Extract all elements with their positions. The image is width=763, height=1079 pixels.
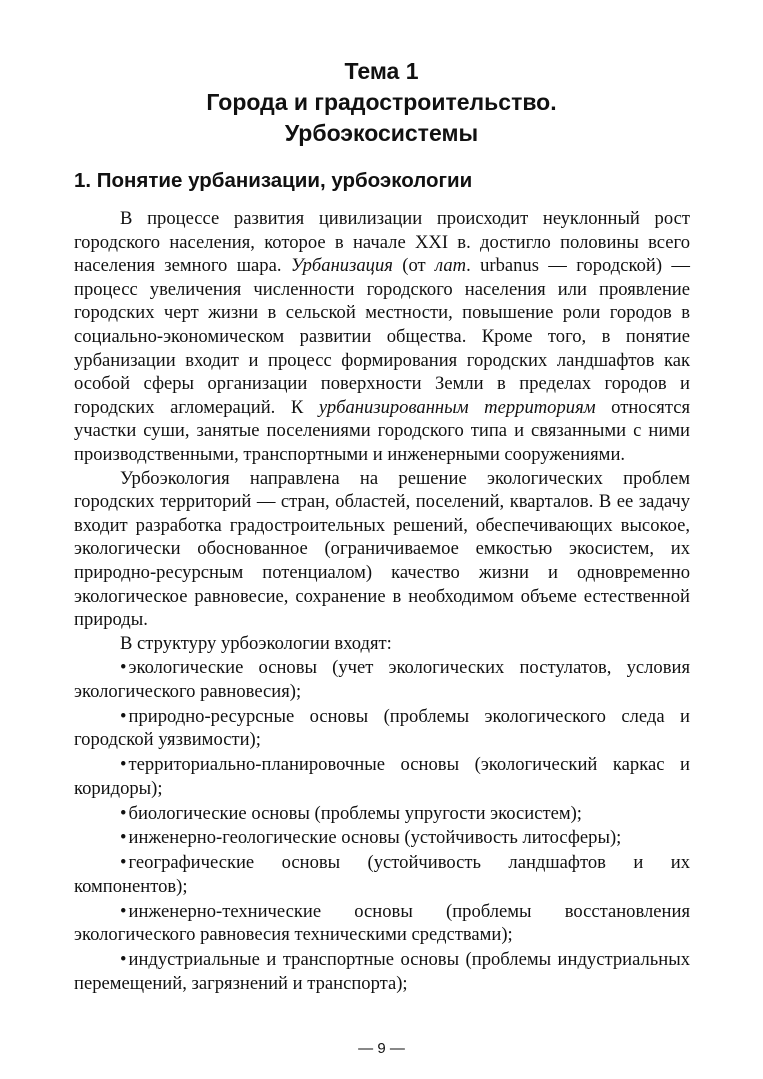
bullet-icon: • — [120, 802, 127, 824]
paragraph-text: относятся участки суши, занятые поселениями городского типа и связанными с ними производственными, транспортными и инженерными сооружениями. — [74, 396, 690, 465]
bullet-icon: • — [120, 705, 127, 727]
list-item — [74, 826, 690, 850]
list-item-text: природно-ресурсные основы (проблемы экологического следа и городской уязвимости); — [74, 705, 690, 751]
bullet-icon: • — [120, 657, 127, 679]
list-item — [74, 753, 690, 800]
term-urbanized-territories: урбанизированным территориям — [318, 396, 596, 418]
body-text — [74, 207, 690, 995]
bullet-icon: • — [120, 754, 127, 776]
paragraph-text: В процессе развития цивилизации происходит неуклонный рост городского населения, которое в начале XXI в. достигло половины всего населения земного шара. — [74, 208, 690, 277]
list-item-text: инженерно-геологические основы (устойчивость литосферы); — [128, 827, 622, 849]
list-item-text: биологические основы (проблемы упругости экосистем); — [128, 802, 582, 824]
chapter-heading — [0, 56, 763, 149]
heading-line-1: Тема 1 — [344, 58, 419, 84]
list-intro: В структуру урбоэкологии входят: — [120, 632, 392, 654]
page-number: — 9 — — [358, 1040, 405, 1057]
list-item — [74, 802, 690, 826]
bullet-icon: • — [120, 827, 127, 849]
section-title: 1. Понятие урбанизации, урбоэкологии — [74, 169, 473, 192]
heading-line-3: Урбоэкосистемы — [284, 120, 479, 146]
paragraph-urbanization — [74, 207, 690, 467]
paragraph-text: . urbanus — городской) — процесс увеличения численности городского населения или проявление городских черт жизни в сельской местности, повышение роли городов в социально-экономическом развитии общества. Кроме того, в понятие урбанизации входит и процесс формирования городских ландшафтов как особой сферы организации поверхности Земли в пределах городов и городских агломераций. К — [74, 255, 690, 418]
list-item — [74, 705, 690, 752]
bullet-icon: • — [120, 948, 127, 970]
list-item-text: инженерно-технические основы (проблемы восстановления экологического равновесия техническими средствами); — [74, 900, 690, 946]
paragraph-text: (от — [392, 255, 435, 277]
bullet-icon: • — [120, 852, 127, 874]
paragraph-urboecology: Урбоэкология направлена на решение экологических проблем городских территорий — стран, областей, поселений, кварталов. В ее задачу входит разработка градостроительных решений, обеспечивающих высокое, экологически обоснованное (ограничиваемое емкостью экосистем, их природно-ресурсным потенциалом) качество жизни и одновременно экологическое равновесие, сохранение в необходимом объеме естественной природы. — [74, 467, 690, 631]
list-item-text: территориально-планировочные основы (экологический каркас и коридоры); — [74, 754, 690, 799]
list-item — [74, 656, 690, 703]
list-item — [74, 851, 690, 898]
list-item-text: географические основы (устойчивость ландшафтов и их компонентов); — [74, 852, 690, 897]
bullet-list — [74, 656, 690, 995]
heading-line-2: Города и градостроительство. — [206, 89, 557, 115]
abbr-lat: лат — [435, 255, 467, 277]
list-item — [74, 900, 690, 947]
list-item-text: экологические основы (учет экологических постулатов, условия экологического равновесия); — [74, 657, 690, 703]
list-item-text: индустриальные и транспортные основы (проблемы индустриальных перемещений, загрязнений и транспорта); — [74, 948, 690, 994]
bullet-icon: • — [120, 900, 127, 922]
list-item — [74, 948, 690, 995]
term-urbanization: Урбанизация — [290, 255, 393, 277]
